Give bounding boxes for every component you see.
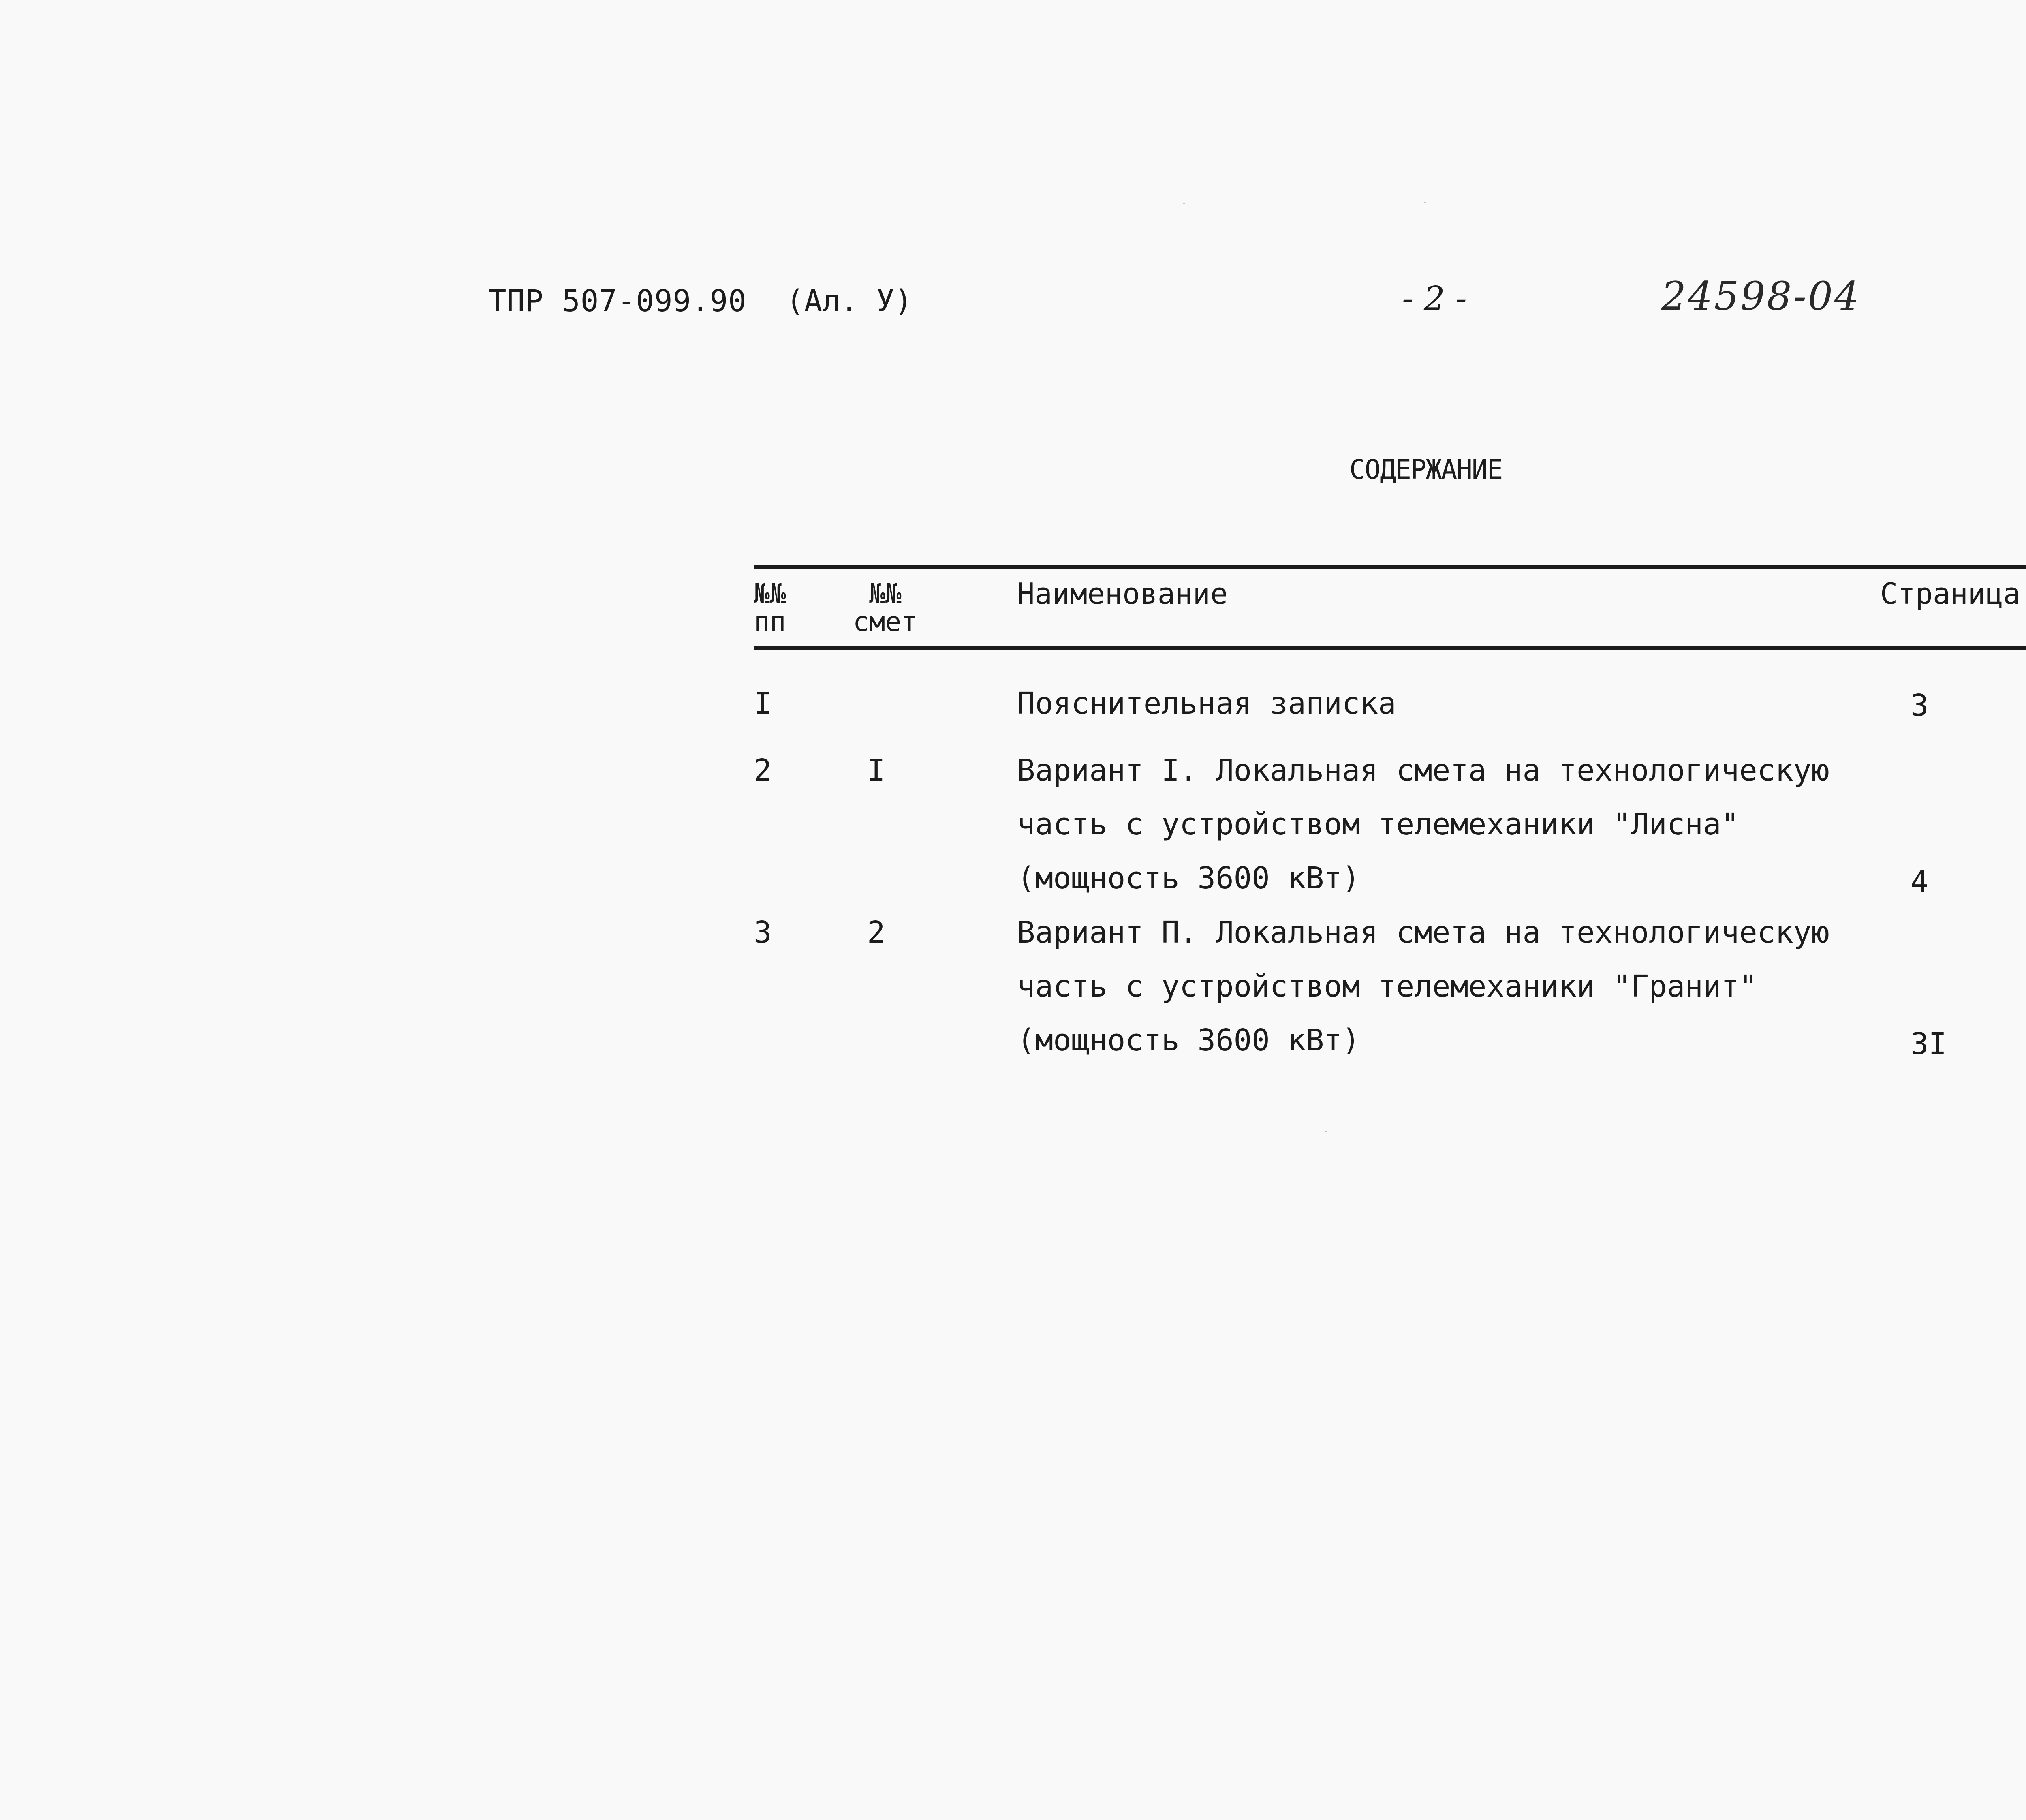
column-header-estimate-line1: №№ [869,578,902,609]
document-code: ТПР 507-099.90 [488,284,747,319]
row-2-page: 4 [1911,864,1929,899]
row-1-number: I [754,686,772,721]
scan-speck [1183,203,1185,204]
row-3-estimate: 2 [867,915,885,950]
row-1-name: Пояснительная записка [1017,686,1396,721]
table-top-rule [754,565,2026,569]
row-2-name: Вариант I. Локальная смета на технологическую часть с устройством телемеханики "Лисна" (мощность 3600 кВт) [1017,753,1829,896]
column-header-name: Наименование [1017,577,1228,611]
column-header-number-line2: пп [754,606,786,637]
album-label: (Ал. У) [786,284,913,319]
row-2-estimate: I [867,753,885,788]
column-header-number [754,580,786,636]
row-3-number: 3 [754,915,772,950]
page-title: СОДЕРЖАНИЕ [1349,454,1502,485]
handwritten-inventory-number: 24598-04 [1661,274,1861,319]
row-1-page: 3 [1911,688,1929,723]
scan-speck [1424,202,1426,203]
row-3-name: Вариант П. Локальная смета на технологическую часть с устройством телемеханики "Гранит" (мощность 3600 кВт) [1017,915,1829,1058]
column-header-estimate-line2: смет [853,606,917,637]
column-header-number-line1: №№ [754,578,786,609]
scan-speck [1325,1131,1327,1132]
column-header-estimate [853,580,917,636]
table-header-rule [754,646,2026,650]
row-2-number: 2 [754,753,772,788]
column-header-page: Страница [1880,577,2021,611]
row-3-page: 3I [1911,1027,1947,1061]
page-number: - 2 - [1402,280,1467,318]
